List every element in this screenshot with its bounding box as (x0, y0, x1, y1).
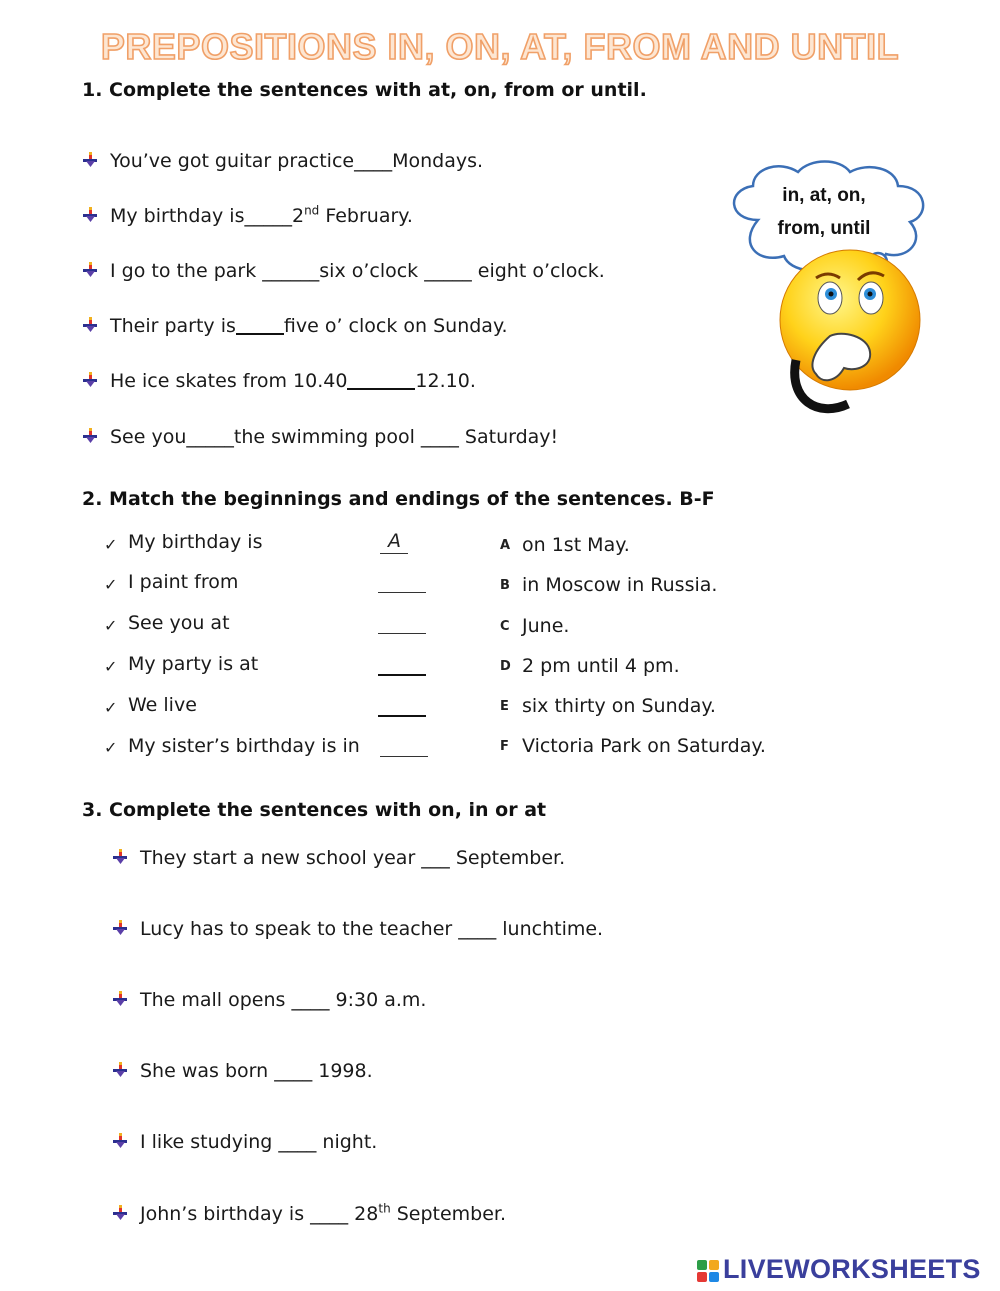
bullet-icon (82, 317, 98, 333)
thinking-smiley-illustration (718, 160, 948, 420)
bullet-icon (112, 1062, 128, 1078)
bullet-icon (112, 849, 128, 865)
liveworksheets-logo (697, 1254, 997, 1286)
answer-blank[interactable] (378, 674, 426, 676)
answer-blank[interactable] (347, 370, 415, 390)
bullet-icon (112, 1133, 128, 1149)
ending-4: 2 pm until 4 pm. (522, 655, 680, 677)
check-icon: ✓ (104, 616, 118, 635)
section1-heading: 1. Complete the sentences with at, on, from or until. (82, 79, 647, 101)
beginning-6: My sister’s birthday is in (128, 735, 360, 757)
check-icon: ✓ (104, 575, 118, 594)
sentence-4: Their party is five o’ clock on Sunday. (110, 315, 508, 337)
ending-letter: E (500, 699, 509, 714)
sentence-3-3: The mall opens ____ 9:30 a.m. (140, 989, 427, 1011)
sentence-2: My birthday is_____2nd February. (110, 203, 413, 227)
sentence-1: You’ve got guitar practice____Mondays. (110, 150, 484, 172)
ending-letter: A (500, 538, 511, 553)
answer-1: A (388, 530, 401, 552)
bullet-icon (82, 428, 98, 444)
sentence-3-6: John’s birthday is ____ 28th September. (140, 1201, 507, 1225)
ending-letter: F (500, 739, 509, 754)
beginning-2: I paint from (128, 571, 239, 593)
cloud-text: in, at, on, from, until (777, 185, 871, 239)
beginning-5: We live (128, 694, 197, 716)
section3-heading: 3. Complete the sentences with on, in or at (82, 799, 547, 821)
sentence-5: He ice skates from 10.40 12.10. (110, 370, 476, 392)
answer-blank[interactable] (236, 315, 284, 335)
beginning-4: My party is at (128, 653, 259, 675)
section2-heading: 2. Match the beginnings and endings of the sentences. B-F (82, 488, 715, 510)
logo-text: LIVEWORKSHEETS (723, 1254, 981, 1284)
answer-blank[interactable] (380, 756, 428, 757)
logo-mark-icon (697, 1260, 719, 1282)
bullet-icon (82, 262, 98, 278)
ending-letter: B (500, 578, 510, 593)
sentence-3-2: Lucy has to speak to the teacher ____ lunchtime. (140, 918, 604, 940)
sentence-3: I go to the park ______six o’clock _____ eight o’clock. (110, 260, 605, 282)
ending-6: Victoria Park on Saturday. (522, 735, 766, 757)
sentence-3-1: They start a new school year ___ September. (140, 847, 566, 869)
check-icon: ✓ (104, 657, 118, 676)
check-icon: ✓ (104, 738, 118, 757)
bullet-icon (112, 920, 128, 936)
ending-1: on 1st May. (522, 534, 630, 556)
answer-blank[interactable] (380, 553, 408, 554)
sentence-3-5: I like studying ____ night. (140, 1131, 378, 1153)
bullet-icon (82, 372, 98, 388)
answer-blank[interactable] (378, 633, 426, 634)
ending-3: June. (522, 615, 570, 637)
bullet-icon (82, 152, 98, 168)
sentence-3-4: She was born ____ 1998. (140, 1060, 373, 1082)
ending-5: six thirty on Sunday. (522, 695, 716, 717)
beginning-3: See you at (128, 612, 230, 634)
ending-2: in Moscow in Russia. (522, 574, 718, 596)
bullet-icon (112, 1205, 128, 1221)
bullet-icon (112, 991, 128, 1007)
answer-blank[interactable] (378, 592, 426, 593)
beginning-1: My birthday is (128, 531, 263, 553)
ending-letter: D (500, 659, 511, 674)
page-title: PREPOSITIONS IN, ON, AT, FROM AND UNTIL (100, 26, 900, 67)
bullet-icon (82, 207, 98, 223)
check-icon: ✓ (104, 698, 118, 717)
sentence-6: See you_____the swimming pool ____ Saturday! (110, 426, 559, 448)
ending-letter: C (500, 619, 510, 634)
answer-blank[interactable] (378, 715, 426, 717)
check-icon: ✓ (104, 535, 118, 554)
